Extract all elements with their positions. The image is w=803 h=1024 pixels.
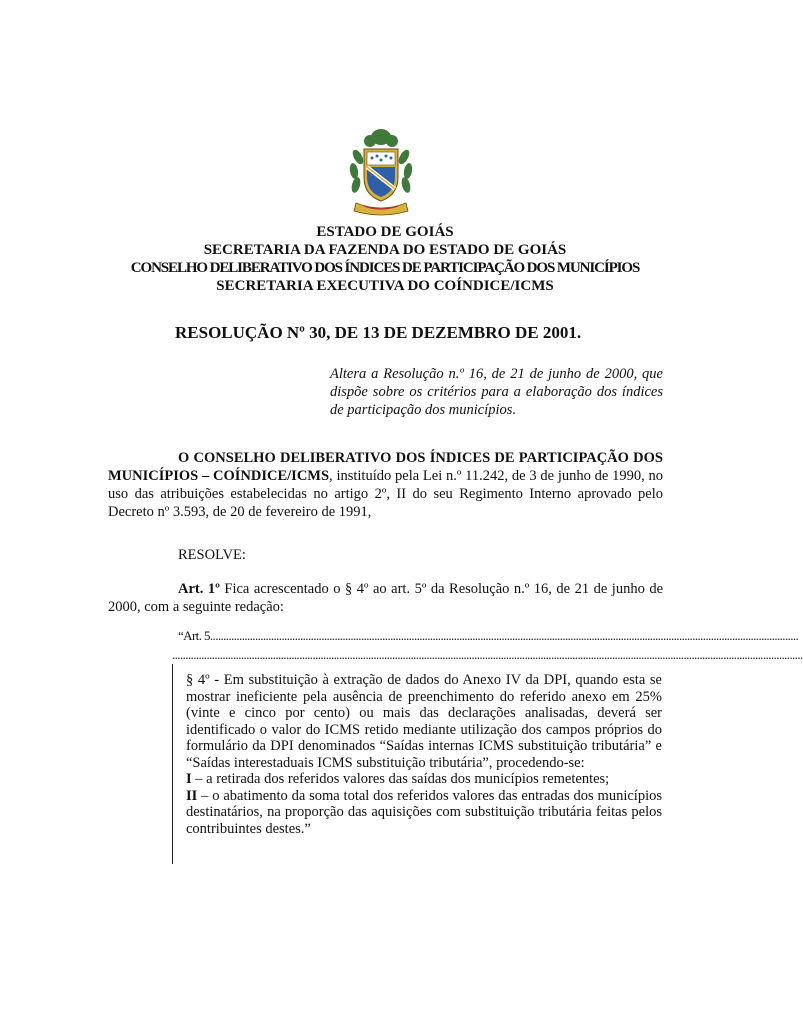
article-1-label: Art. 1º	[178, 581, 220, 597]
item-2-label: II	[186, 787, 198, 804]
preamble-paragraph	[108, 449, 663, 521]
header-secretariat: SECRETARIA DA FAZENDA DO ESTADO DE GOIÁS	[203, 242, 567, 258]
preamble-text: , instituído pela Lei n.º 11.242, de 3 de junho de 1990, no uso das atribuições estabelecidas no artigo 2º, II do seu Regimento Interno aprovado pelo Decreto nº 3.593, de 20 de fevereiro de 1991,	[108, 468, 663, 520]
item-2	[186, 788, 662, 838]
article-1-text: Fica acrescentado o § 4º ao art. 5º da Resolução n.º 16, de 21 de junho de 2000, com a seguinte redação:	[108, 581, 663, 615]
resolution-summary: Altera a Resolução n.º 16, de 21 de junho de 2000, que dispõe sobre os critérios para a elaboração dos índices de participação dos municípios.	[330, 366, 663, 418]
article-1	[108, 580, 663, 616]
ellipsis-line: ..............................................................................................................................................................................................................................................	[172, 647, 803, 662]
item-1-label: I	[186, 771, 192, 787]
paragraph-4: § 4º - Em substituição à extração de dados do Anexo IV da DPI, quando esta se mostrar ineficiente pela ausência de preenchimento do referido anexo em 25% (vinte e cinco por cento) ou mais das declarações analisadas, deverá ser identificado o valor do ICMS retido mediante utilização dos campos próprios do formulário da DPI denominados “Saídas internas ICMS substituição tributária” e “Saídas interestaduais ICMS substituição tributária”, procedendo-se:	[186, 672, 662, 771]
quoted-paragraph-block	[186, 672, 662, 837]
resolve-heading: RESOLVE:	[178, 547, 246, 563]
goias-coat-of-arms-icon	[346, 127, 416, 219]
item-1	[186, 771, 662, 788]
council-name: O CONSELHO DELIBERATIVO DOS ÍNDICES DE PARTICIPAÇÃO DOS MUNICÍPIOS – COÍNDICE/ICMS	[108, 450, 663, 484]
header-state: ESTADO DE GOIÁS	[316, 224, 454, 240]
header-executive-secretariat: SECRETARIA EXECUTIVA DO COÍNDICE/ICMS	[216, 278, 554, 294]
item-2-text: – o abatimento da soma total dos referidos valores das entradas dos municípios destinatários, na proporção das aquisições com substituição tributária feitas pelos contribuintes destes.”	[186, 787, 662, 837]
item-1-text: – a retirada dos referidos valores das saídas dos municípios remetentes;	[191, 771, 610, 787]
quoted-article-line: “Art. 5..............................................................................................................................................................................................................................	[178, 628, 799, 643]
resolution-title: RESOLUÇÃO Nº 30, DE 13 DE DEZEMBRO DE 2001.	[175, 323, 582, 342]
header-council: CONSELHO DELIBERATIVO DOS ÍNDICES DE PARTICIPAÇÃO DOS MUNICÍPIOS	[130, 260, 640, 276]
